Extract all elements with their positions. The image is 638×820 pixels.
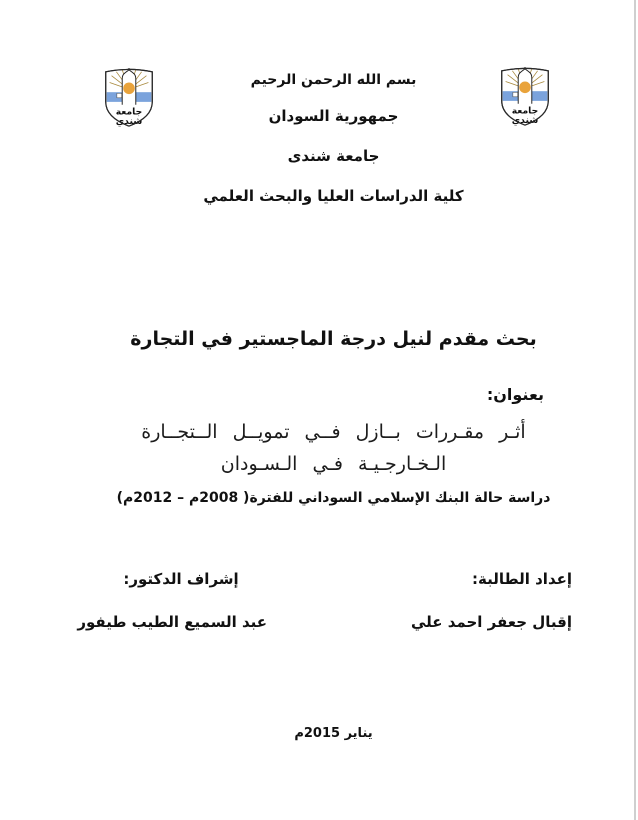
logo-text-line1: جامعة [115, 106, 143, 118]
supervisor-label: إشراف الدكتور: [123, 570, 239, 588]
publication-date: يناير 2015م [294, 726, 373, 741]
logo-text-line1: جامعة [511, 105, 539, 117]
student-name: إقبال جعفر احمد علي [410, 613, 572, 631]
degree-statement: بحث مقدم لنيل درجة الماجستير في التجارة [130, 328, 537, 350]
logo-text-line2: شندي [115, 116, 143, 128]
entitled-label: بعنوان: [486, 385, 544, 404]
bismillah-text: بسم الله الرحمن الرحيم [250, 72, 417, 88]
thesis-title-line2: الـخـارجـيـة فـي الـسـودان [220, 453, 447, 475]
logo-text-line2: شندي [511, 115, 539, 127]
thesis-title-line1: أثـر مقـررات بــازل فــي تمويــل الــتجــارة [141, 421, 526, 443]
page-edge-divider [634, 0, 636, 820]
college-name: كلية الدراسات العليا والبحث العلمي [203, 187, 464, 205]
cover-content [77, 0, 572, 820]
university-name: جامعة شندى [287, 147, 380, 165]
supervisor-name: عبد السميع الطيب طيفور [77, 613, 267, 631]
country-name: جمهورية السودان [268, 107, 399, 125]
case-study-subtitle: دراسة حالة البنك الإسلامي السوداني للفترة( 2008م – 2012م) [116, 490, 551, 506]
student-label: إعداد الطالبة: [472, 570, 572, 588]
